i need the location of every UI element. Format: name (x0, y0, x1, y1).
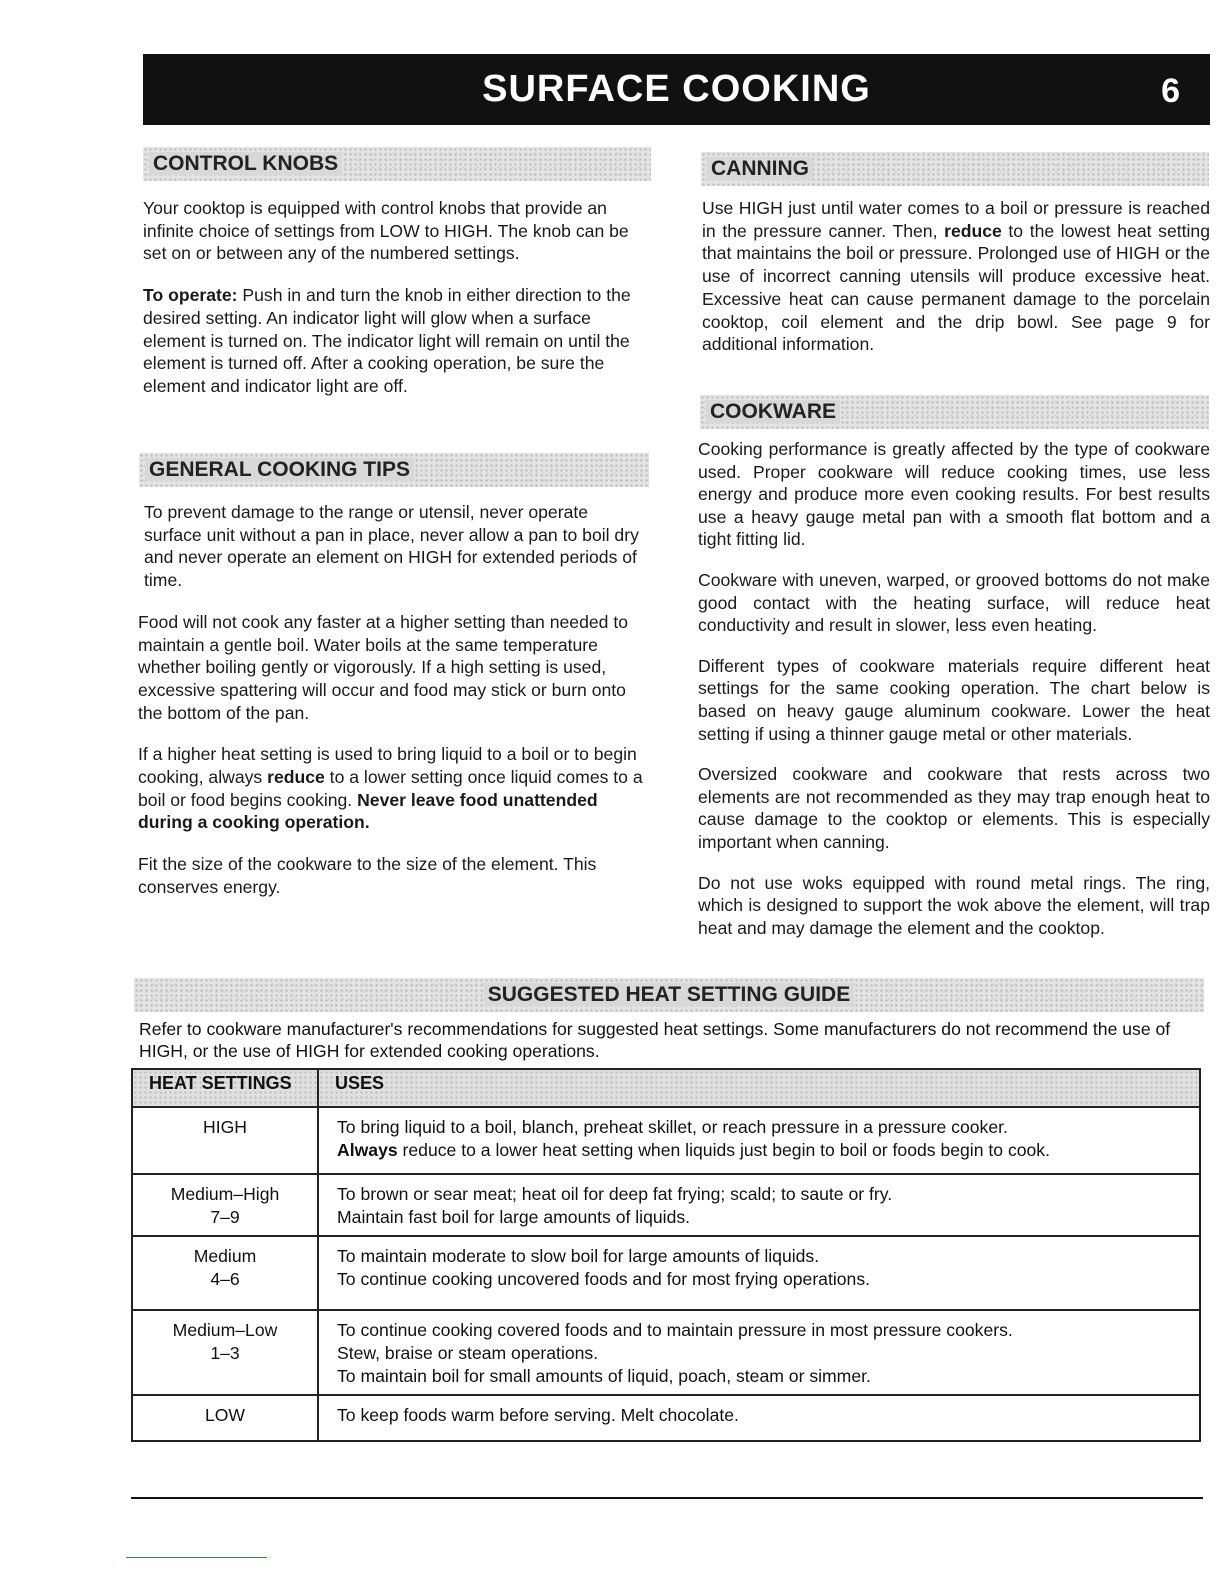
control-knobs-section (143, 197, 655, 417)
control-knobs-intro: Your cooktop is equipped with control knobs that provide an infinite choice of settings from LOW to HIGH. The knob can be set on or between any of the numbered settings. (143, 198, 629, 264)
column-header-uses: USES (318, 1069, 1200, 1107)
page-title: SURFACE COOKING (482, 68, 871, 110)
setting-cell: Medium–Low 1–3 (132, 1310, 318, 1395)
page-number: 6 (1161, 72, 1180, 110)
canning-heading: CANNING (701, 152, 1209, 186)
cookware-heading: COOKWARE (700, 395, 1209, 429)
heat-guide-heading: SUGGESTED HEAT SETTING GUIDE (134, 978, 1204, 1012)
cookware-section (698, 438, 1210, 958)
canning-p1: Use HIGH just until water comes to a boil or pressure is reached in the pressure canner. Then, reduce to the lowest heat setting that maintains the boil or pressure. Prolonged use of HIGH or the use of incorrect canning utensils will produce excessive heat. Excessive heat can cause permanent damage to the porcelain cooktop, coil element and the drip bowl. See page 9 for additional information. (702, 198, 1210, 355)
uses-cell: To keep foods warm before serving. Melt chocolate. (318, 1395, 1200, 1441)
table-row (132, 1236, 1200, 1310)
general-tips-p2: Food will not cook any faster at a higher setting than needed to maintain a gentle boil. Water boils at the same temperature whether boiling gently or vigorously. If a high setting is used, excessive spattering will occur and food may stick or burn onto the bottom of the pan. (138, 611, 629, 723)
cookware-p4: Oversized cookware and cookware that rests across two elements are not recommended as they may trap enough heat to cause damage to the cooktop or elements. This is especially important when canning. (698, 764, 1210, 852)
general-tips-p1: To prevent damage to the range or utensil, never operate surface unit without a pan in place, never allow a pan to boil dry and never operate an element on HIGH for extended periods of time. (144, 502, 639, 591)
uses-cell: To brown or sear meat; heat oil for deep fat frying; scald; to saute or fry. Maintain fast boil for large amounts of liquids. (318, 1174, 1200, 1236)
general-tips-section (138, 501, 650, 918)
control-knobs-heading: CONTROL KNOBS (143, 147, 651, 181)
uses-cell: To bring liquid to a boil, blanch, preheat skillet, or reach pressure in a pressure cooker. Always reduce to a lower heat setting when liquids just begin to boil or foods begin to cook. (318, 1107, 1200, 1174)
cookware-p2: Cookware with uneven, warped, or grooved bottoms do not make good contact with the heating surface, will reduce heat conductivity and result in slower, less even heating. (698, 569, 1210, 636)
cookware-p5: Do not use woks equipped with round metal rings. The ring, which is designed to support the wok above the element, will trap heat and may damage the element and the cooktop. (698, 872, 1210, 938)
table-row (132, 1395, 1200, 1441)
setting-cell: HIGH (132, 1107, 318, 1174)
page-header (143, 54, 1210, 125)
footer-rule (131, 1497, 1203, 1499)
setting-cell: Medium 4–6 (132, 1236, 318, 1310)
uses-cell: To maintain moderate to slow boil for large amounts of liquids. To continue cooking uncovered foods and for most frying operations. (318, 1236, 1200, 1310)
general-tips-heading: GENERAL COOKING TIPS (139, 453, 649, 487)
general-tips-p4: Fit the size of the cookware to the size of the element. This conserves energy. (138, 854, 597, 897)
table-row (132, 1107, 1200, 1174)
table-row (132, 1174, 1200, 1236)
setting-cell: Medium–High 7–9 (132, 1174, 318, 1236)
cookware-p1: Cooking performance is greatly affected by the type of cookware used. Proper cookware will reduce cooking times, use less energy and produce more even cooking results. For best results use a heavy gauge metal pan with a smooth flat bottom and a tight fitting lid. (698, 439, 1210, 550)
general-tips-p3: If a higher heat setting is used to bring liquid to a boil or to begin cooking, always reduce to a lower setting once liquid comes to a boil or food begins cooking. Never leave food unattended during a cooking operation. (138, 744, 643, 833)
heat-setting-table (131, 1068, 1201, 1442)
setting-cell: LOW (132, 1395, 318, 1441)
heat-guide-intro: Refer to cookware manufacturer's recommendations for suggested heat settings. Some manufacturers do not recommend the use of HIGH, or the use of HIGH for extended cooking operations. (139, 1019, 1171, 1061)
footer-link-underline[interactable] (126, 1557, 267, 1558)
canning-section (702, 197, 1210, 375)
cookware-p3: Different types of cookware materials require different heat settings for the same cooking operation. The chart below is based on heavy gauge aluminum cookware. Lower the heat setting if using a thinner gauge metal or other materials. (698, 655, 1210, 744)
table-row (132, 1310, 1200, 1395)
uses-cell: To continue cooking covered foods and to maintain pressure in most pressure cookers. Stew, braise or steam operations. To maintain boil for small amounts of liquid, poach, steam or simmer. (318, 1310, 1200, 1395)
control-knobs-operate: To operate: Push in and turn the knob in either direction to the desired setting. An indicator light will glow when a surface element is turned on. The indicator light will remain on until the element is turned off. After a cooking operation, be sure the element and indicator light are off. (143, 285, 631, 396)
table-header-row (132, 1069, 1200, 1107)
column-header-settings: HEAT SETTINGS (132, 1069, 318, 1107)
